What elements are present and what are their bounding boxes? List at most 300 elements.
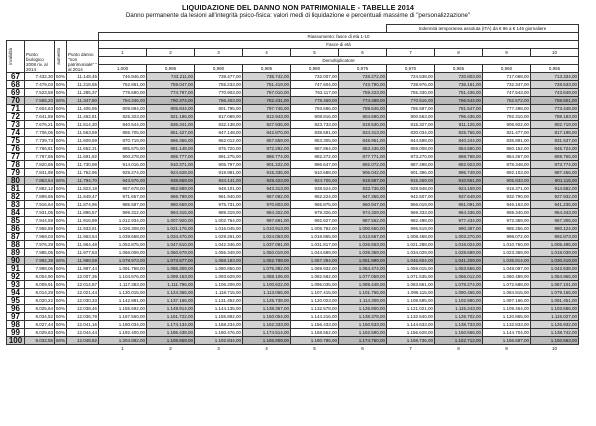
- punto-danno-cell: 11.148,45: [67, 73, 99, 81]
- invalidita-cell: 94: [7, 289, 25, 297]
- aumento-cell: 50%: [56, 162, 66, 167]
- value-cell: 1.060.489,00: [483, 273, 531, 281]
- fasce-label: Fasce di età: [99, 41, 579, 49]
- value-cell: 1.101.765,00: [339, 289, 387, 297]
- invalidita-cell: 75: [7, 137, 25, 145]
- value-cell: 1.121.021,00: [387, 305, 435, 313]
- value-cell: 720.803,00: [435, 73, 483, 81]
- footer-column-number: 7: [409, 346, 412, 351]
- punto-biologico-cell: 8.032,55: [25, 337, 55, 345]
- aumento-cell: 50%: [56, 266, 66, 271]
- value-cell: 1.068.183,00: [195, 257, 243, 265]
- value-cell: 1.126.932,00: [531, 321, 579, 329]
- value-cell: 998.072,00: [483, 233, 531, 241]
- punto-biologico-cell: 7.820,65: [25, 161, 55, 169]
- value-cell: 967.305,00: [531, 217, 579, 225]
- punto-biologico-cell: 7.985,05: [25, 249, 55, 257]
- punto-biologico-cell: 7.998,06: [25, 265, 55, 273]
- punto-danno-cell: 11.563,59: [67, 129, 99, 137]
- value-cell: 960.947,00: [339, 201, 387, 209]
- punto-biologico-cell: 7.955,88: [25, 225, 55, 233]
- invalidita-cell: 99: [7, 329, 25, 337]
- table-row: [7, 89, 579, 97]
- table-row: [7, 193, 579, 201]
- value-cell: 915.269,00: [387, 177, 435, 185]
- value-cell: 812.943,00: [243, 113, 291, 121]
- value-cell: 910.688,00: [291, 169, 339, 177]
- value-cell: 728.533,00: [531, 81, 579, 89]
- table-row: [7, 201, 579, 209]
- value-cell: 1.102.880,00: [435, 297, 483, 305]
- value-cell: 739.477,00: [195, 73, 243, 81]
- value-cell: 844.598,00: [387, 137, 435, 145]
- value-cell: 957.678,00: [99, 185, 147, 193]
- punto-danno-header: Punto danno "non patrimoniale" " al 2014: [67, 41, 99, 73]
- value-cell: 1.082.582,00: [291, 273, 339, 281]
- table-row: [7, 185, 579, 193]
- value-cell: 946.163,00: [483, 201, 531, 209]
- value-cell: 885.575,00: [99, 145, 147, 153]
- punto-biologico-cell: 7.706,06: [25, 129, 55, 137]
- value-cell: 1.046.604,00: [387, 257, 435, 265]
- value-cell: 1.018.865,00: [291, 233, 339, 241]
- value-cell: 957.082,00: [243, 193, 291, 201]
- value-cell: 1.053.556,00: [435, 265, 483, 273]
- value-cell: 938.858,00: [147, 177, 195, 185]
- value-cell: 1.161.722,00: [147, 313, 195, 321]
- value-cell: 1.012.934,00: [99, 217, 147, 225]
- aumento-cell: 50%: [56, 274, 66, 279]
- value-cell: 830.034,00: [387, 129, 435, 137]
- aumento-cell: 50%: [56, 282, 66, 287]
- value-cell: 1.034.470,00: [147, 233, 195, 241]
- value-cell: 1.021.176,00: [147, 225, 195, 233]
- value-cell: 1.066.012,00: [435, 273, 483, 281]
- value-cell: 866.366,00: [147, 137, 195, 145]
- value-cell: 834.313,00: [339, 129, 387, 137]
- value-cell: 951.091,00: [435, 201, 483, 209]
- value-cell: 929.274,00: [99, 169, 147, 177]
- value-cell: 910.551,00: [435, 177, 483, 185]
- punto-biologico-cell: 7.797,65: [25, 153, 55, 161]
- value-cell: 762.572,00: [483, 97, 531, 105]
- aumento-cell: 50%: [56, 114, 66, 119]
- value-cell: 1.048.097,00: [483, 265, 531, 273]
- value-cell: 1.198.858,00: [147, 337, 195, 345]
- value-cell: 732.347,00: [483, 81, 531, 89]
- value-cell: 891.275,00: [195, 153, 243, 161]
- value-cell: 948.101,00: [195, 185, 243, 193]
- value-cell: 835.891,00: [483, 137, 531, 145]
- punto-biologico-cell: 7.676,21: [25, 121, 55, 129]
- value-cell: 886.774,00: [243, 153, 291, 161]
- value-cell: 1.037.081,00: [243, 241, 291, 249]
- value-cell: 1.106.209,00: [195, 281, 243, 289]
- value-cell: 804.690,00: [339, 113, 387, 121]
- value-cell: 942.507,00: [387, 193, 435, 201]
- value-cell: 896.749,00: [435, 169, 483, 177]
- value-cell: 1.162.333,00: [243, 321, 291, 329]
- aumento-cell: 50%: [56, 202, 66, 207]
- value-cell: 980.124,00: [531, 225, 579, 233]
- demoltiplicatore-label: Demoltiplicatore: [99, 57, 579, 65]
- value-cell: 842.870,00: [243, 129, 291, 137]
- table-row: [7, 129, 579, 137]
- aumento-cell: 50%: [56, 74, 66, 79]
- punto-danno-cell: 11.609,59: [67, 137, 99, 145]
- aumento-cell: 50%: [56, 90, 66, 95]
- aumento-cell: 50%: [56, 210, 66, 215]
- value-cell: 947.365,00: [339, 193, 387, 201]
- value-cell: 1.168.736,00: [387, 337, 435, 345]
- table-row: [7, 241, 579, 249]
- value-cell: 919.987,00: [339, 177, 387, 185]
- footer-column-number: 6: [361, 346, 364, 351]
- punto-danno-cell: 11.997,44: [67, 265, 99, 273]
- value-cell: 717.068,00: [483, 73, 531, 81]
- punto-biologico-cell: 8.014,29: [25, 289, 55, 297]
- value-cell: 1.103.686,00: [531, 305, 579, 313]
- value-cell: 1.132.578,00: [291, 305, 339, 313]
- value-cell: 836.341,00: [147, 121, 195, 129]
- value-cell: 979.326,00: [291, 209, 339, 217]
- punto-biologico-cell: 7.841,98: [25, 169, 55, 177]
- value-cell: 924.628,00: [147, 169, 195, 177]
- punto-biologico-cell: 7.523,58: [25, 89, 55, 97]
- value-cell: 777.498,00: [483, 105, 531, 113]
- value-cell: 1.057.394,00: [291, 257, 339, 265]
- invalidita-cell: 70: [7, 97, 25, 105]
- value-cell: 934.141,00: [195, 177, 243, 185]
- value-cell: 1.100.622,00: [243, 281, 291, 289]
- value-cell: 895.777,00: [147, 153, 195, 161]
- demoltiplicatore-value: 0,980: [291, 65, 339, 73]
- fascia-header: 3: [195, 49, 243, 57]
- footer-column-number: 4: [265, 346, 268, 351]
- value-cell: 927.932,00: [531, 193, 579, 201]
- value-cell: 1.010.913,00: [243, 225, 291, 233]
- value-cell: 910.371,00: [147, 161, 195, 169]
- value-cell: 845.724,00: [531, 145, 579, 153]
- value-cell: 941.235,00: [531, 201, 579, 209]
- value-cell: 821.477,00: [483, 129, 531, 137]
- value-cell: 1.086.309,00: [147, 265, 195, 273]
- punto-danno-cell: 11.762,96: [67, 169, 99, 177]
- value-cell: 1.115.243,00: [435, 305, 483, 313]
- punto-danno-cell: 12.044,44: [67, 329, 99, 337]
- value-cell: 915.335,00: [243, 169, 291, 177]
- value-cell: 901.222,00: [243, 161, 291, 169]
- value-cell: 1.096.115,00: [387, 289, 435, 297]
- value-cell: 985.587,00: [99, 201, 147, 209]
- value-cell: 1.044.689,00: [291, 249, 339, 257]
- punto-biologico-cell: 7.899,65: [25, 193, 55, 201]
- value-cell: 873.774,00: [531, 161, 579, 169]
- value-cell: 1.192.834,00: [195, 337, 243, 345]
- value-cell: 1.117.383,00: [99, 281, 147, 289]
- value-cell: 785.597,00: [387, 105, 435, 113]
- punto-danno-cell: 12.030,33: [67, 297, 99, 305]
- value-cell: 1.168.234,00: [195, 321, 243, 329]
- demoltiplicatore-value: 0,970: [387, 65, 435, 73]
- table-row: [7, 153, 579, 161]
- value-cell: 859.765,00: [531, 153, 579, 161]
- value-cell: 815.327,00: [387, 121, 435, 129]
- invalidita-header: invalidità: [7, 41, 25, 73]
- value-cell: 786.403,00: [195, 97, 243, 105]
- value-cell: 796.436,00: [435, 113, 483, 121]
- table-row: [7, 169, 579, 177]
- invalidita-cell: 80: [7, 177, 25, 185]
- value-cell: 997.691,00: [243, 217, 291, 225]
- aumento-cell: 50%: [56, 146, 66, 151]
- value-cell: 755.233,00: [195, 81, 243, 89]
- value-cell: 755.330,00: [387, 89, 435, 97]
- value-cell: 811.125,00: [435, 121, 483, 129]
- value-cell: 1.079.165,00: [531, 289, 579, 297]
- value-cell: 982.498,00: [387, 217, 435, 225]
- value-cell: 1.050.019,00: [243, 249, 291, 257]
- value-cell: 1.144.633,00: [387, 321, 435, 329]
- invalidita-cell: 100: [7, 337, 25, 345]
- value-cell: 1.010.760,00: [483, 241, 531, 249]
- value-cell: 1.089.448,00: [339, 281, 387, 289]
- value-cell: 806.922,00: [483, 121, 531, 129]
- value-cell: 1.042.638,00: [531, 265, 579, 273]
- value-cell: 853.305,00: [291, 137, 339, 145]
- value-cell: 1.192.400,00: [99, 329, 147, 337]
- punto-danno-cell: 11.896,57: [67, 209, 99, 217]
- value-cell: 1.060.679,00: [147, 249, 195, 257]
- liquidation-table: [6, 24, 579, 352]
- invalidita-cell: 88: [7, 241, 25, 249]
- punto-danno-cell: 11.823,18: [67, 185, 99, 193]
- value-cell: 971.657,00: [99, 193, 147, 201]
- punto-danno-cell: 11.916,89: [67, 217, 99, 225]
- punto-danno-cell: 11.691,92: [67, 153, 99, 161]
- value-cell: 1.155.692,00: [99, 305, 147, 313]
- punto-biologico-cell: 7.969,03: [25, 233, 55, 241]
- value-cell: 1.026.553,00: [339, 241, 387, 249]
- invalidita-cell: 93: [7, 281, 25, 289]
- fascia-header: 6: [339, 49, 387, 57]
- aumento-cell: 50%: [56, 242, 66, 247]
- value-cell: 892.103,00: [483, 169, 531, 177]
- value-cell: 1.062.788,00: [243, 257, 291, 265]
- footer-spacer: [7, 345, 25, 353]
- value-cell: 808.816,00: [291, 113, 339, 121]
- value-cell: 1.107.415,00: [291, 289, 339, 297]
- value-cell: 857.659,00: [243, 137, 291, 145]
- value-cell: 870.719,00: [99, 137, 147, 145]
- value-cell: 1.120.023,00: [291, 297, 339, 305]
- value-cell: 792.310,00: [483, 113, 531, 121]
- value-cell: 1.132.833,00: [483, 321, 531, 329]
- value-cell: 974.329,00: [339, 209, 387, 217]
- value-cell: 952.224,00: [291, 193, 339, 201]
- value-cell: 1.002.764,00: [195, 217, 243, 225]
- punto-biologico-cell: 7.739,73: [25, 137, 55, 145]
- value-cell: 1.071.535,00: [387, 273, 435, 281]
- value-cell: 881.148,00: [147, 145, 195, 153]
- aumento-cell: 50%: [56, 194, 66, 199]
- value-cell: 905.833,00: [483, 177, 531, 185]
- value-cell: 1.120.865,00: [483, 313, 531, 321]
- aumento-cell: 50%: [56, 226, 66, 231]
- value-cell: 773.448,00: [531, 105, 579, 113]
- fascia-header: 1: [99, 49, 147, 57]
- value-cell: 832.138,00: [195, 121, 243, 129]
- punto-danno-cell: 11.652,31: [67, 145, 99, 153]
- value-cell: 1.003.270,00: [435, 233, 483, 241]
- value-cell: 713.334,00: [531, 73, 579, 81]
- value-cell: 987.562,00: [339, 217, 387, 225]
- value-cell: 1.108.595,00: [387, 297, 435, 305]
- value-cell: 1.078.973,00: [99, 257, 147, 265]
- punto-danno-cell: 11.406,95: [67, 105, 99, 113]
- value-cell: 1.144.704,00: [483, 329, 531, 337]
- aumento-cell: 50%: [56, 106, 66, 111]
- value-cell: 1.039.359,00: [339, 249, 387, 257]
- value-cell: 1.130.015,00: [99, 289, 147, 297]
- invalidita-cell: 83: [7, 201, 25, 209]
- value-cell: 1.073.577,00: [147, 257, 195, 265]
- table-row: [7, 289, 579, 297]
- value-cell: 863.436,00: [339, 145, 387, 153]
- value-cell: 1.013.667,00: [339, 233, 387, 241]
- value-cell: 999.312,00: [99, 209, 147, 217]
- value-cell: 827.935,00: [243, 121, 291, 129]
- value-cell: 919.981,00: [195, 169, 243, 177]
- value-cell: 984.322,00: [243, 209, 291, 217]
- demoltiplicatore-value: 1,000: [99, 65, 147, 73]
- value-cell: 859.008,00: [387, 145, 435, 153]
- table-row: [7, 281, 579, 289]
- punto-danno-cell: 12.038,46: [67, 305, 99, 313]
- value-cell: 1.174.760,00: [339, 337, 387, 345]
- value-cell: 851.427,00: [147, 129, 195, 137]
- punto-biologico-cell: 7.766,81: [25, 145, 55, 153]
- value-cell: 959.340,00: [483, 209, 531, 217]
- value-cell: 747.543,00: [483, 89, 531, 97]
- value-cell: 1.055.349,00: [195, 249, 243, 257]
- invalidita-cell: 68: [7, 81, 25, 89]
- value-cell: 994.315,00: [147, 209, 195, 217]
- aumento-cell: 50%: [56, 130, 66, 135]
- value-cell: 1.018.039,00: [531, 249, 579, 257]
- invalidita-cell: 85: [7, 217, 25, 225]
- value-cell: 1.156.433,00: [291, 321, 339, 329]
- punto-danno-cell: 12.007,35: [67, 273, 99, 281]
- value-cell: 1.008.468,00: [387, 233, 435, 241]
- value-cell: 1.204.882,00: [99, 337, 147, 345]
- punto-danno-cell: 11.953,54: [67, 233, 99, 241]
- value-cell: 1.091.451,00: [531, 297, 579, 305]
- punto-danno-cell: 11.285,37: [67, 89, 99, 97]
- aumento-cell: 50%: [56, 330, 66, 335]
- value-cell: 887.456,00: [531, 169, 579, 177]
- invalidita-cell: 97: [7, 313, 25, 321]
- value-cell: 1.118.715,00: [195, 289, 243, 297]
- invalidita-cell: 96: [7, 305, 25, 313]
- demoltiplicatore-value: 0,955: [531, 65, 579, 73]
- fascia-header: 5: [291, 49, 339, 57]
- value-cell: 919.371,00: [483, 185, 531, 193]
- value-cell: 868.768,00: [435, 153, 483, 161]
- value-cell: 914.016,00: [99, 161, 147, 169]
- aumento-cell: 50%: [56, 170, 66, 175]
- invalidita-cell: 89: [7, 249, 25, 257]
- demoltiplicatore-value: 0,975: [339, 65, 387, 73]
- demoltiplicatore-value: 0,990: [195, 65, 243, 73]
- value-cell: 800.563,00: [387, 113, 435, 121]
- aumento-cell: 50%: [56, 122, 66, 127]
- value-cell: 932.790,00: [483, 193, 531, 201]
- value-cell: 1.138.378,00: [339, 313, 387, 321]
- value-cell: 802.719,00: [531, 121, 579, 129]
- demoltiplicatore-value: 0,965: [435, 65, 483, 73]
- invalidita-cell: 76: [7, 145, 25, 153]
- value-cell: 1.111.796,00: [147, 281, 195, 289]
- table-row: [7, 145, 579, 153]
- punto-biologico-cell: 7.604,63: [25, 105, 55, 113]
- value-cell: 964.336,00: [435, 209, 483, 217]
- value-cell: 892.072,00: [339, 161, 387, 169]
- value-cell: 1.150.054,00: [243, 313, 291, 321]
- aumento-cell: 50%: [56, 298, 66, 303]
- value-cell: 1.042.346,00: [195, 241, 243, 249]
- value-cell: 751.419,00: [243, 81, 291, 89]
- value-cell: 1.124.365,00: [147, 289, 195, 297]
- value-cell: 1.138.357,00: [243, 305, 291, 313]
- value-cell: 900.278,00: [99, 153, 147, 161]
- value-cell: 825.755,00: [435, 129, 483, 137]
- value-cell: 1.150.533,00: [339, 321, 387, 329]
- value-cell: 1.021.288,00: [387, 241, 435, 249]
- punto-danno-cell: 11.514,30: [67, 121, 99, 129]
- value-cell: 1.054.965,00: [531, 273, 579, 281]
- value-cell: 1.035.814,00: [483, 257, 531, 265]
- footer-spacer: [25, 345, 55, 353]
- value-cell: 1.028.699,00: [435, 249, 483, 257]
- fascia-header: 8: [435, 49, 483, 57]
- aumento-cell: 50%: [56, 306, 66, 311]
- punto-biologico-cell: 7.863,54: [25, 177, 55, 185]
- aumento-cell: 50%: [56, 290, 66, 295]
- value-cell: 840.544,00: [99, 121, 147, 129]
- punto-danno-cell: 11.874,96: [67, 201, 99, 209]
- value-cell: 943.313,00: [243, 185, 291, 193]
- table-row: [7, 265, 579, 273]
- table-row: [7, 177, 579, 185]
- value-cell: 992.873,00: [531, 233, 579, 241]
- value-cell: 901.396,00: [387, 169, 435, 177]
- punto-biologico-cell: 7.916,64: [25, 201, 55, 209]
- aumento-cell: 50%: [56, 250, 66, 255]
- value-cell: 928.948,00: [387, 185, 435, 193]
- value-cell: 1.174.134,00: [147, 321, 195, 329]
- value-cell: 970.803,00: [243, 201, 291, 209]
- value-cell: 887.498,00: [387, 161, 435, 169]
- value-cell: 1.066.009,00: [99, 249, 147, 257]
- value-cell: 872.292,00: [243, 145, 291, 153]
- value-cell: 838.591,00: [291, 129, 339, 137]
- footer-column-number: 3: [217, 346, 220, 351]
- punto-danno-cell: 11.794,70: [67, 177, 99, 185]
- table-row: [7, 249, 579, 257]
- value-cell: 781.547,00: [435, 105, 483, 113]
- value-cell: 762.861,00: [99, 81, 147, 89]
